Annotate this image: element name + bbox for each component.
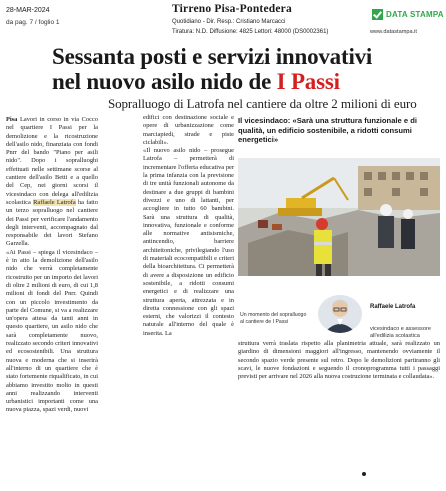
article-headline [52,44,432,94]
portrait-illustration [318,295,362,333]
article-subheadline: Sopralluogo di Latrofa nel cantiere da oltre 2 milioni di euro [108,96,417,111]
vicemayor-portrait [318,295,362,333]
highlighted-name: Raffaele Latrofa [33,198,76,206]
data-stampa-logo [372,9,444,20]
construction-site-photo [238,158,440,276]
checkmark-icon [372,9,383,20]
column-1-text-a: Lavori in corso in via Cocco nel quartiere I Passi per la demolizione e la ricostruzione dell'asilo nido, finanziata con fondi Pnrr del bando "Piano per asili nido". Dopo i sopralluoghi effettuati nelle settimane scorse al cantiere dell'asilo Betti e a quello del Cep, nei giorni scorsi il vicesindaco con delega all'edilizia scolastica [6,116,98,206]
article-column-2 [143,114,234,338]
article-column-3: struttura verrà traslata rispetto alla planimetria attuale, sarà realizzato un giardino di dimensioni maggiori all'ingresso, mantenendo ovviamente il secondo spazio verde presente sul retro. Dopo le demolizioni partiranno gli scavi, le nuove fondazioni e seguendo il cronoprogramma tutti i passaggi previsti per arrivare nel 2026 alla nuova costruzione terminata e collaudata». [238,340,440,381]
column-2-paragraph-1: edifici con destinazione sociale e opere di urbanizzazione come marciapiedi, strade e piste ciclabili». [143,114,234,146]
column-1-paragraph-2: «Ai Passi – spiega il vicesindaco – è in atto la demolizione dell'asilo nido che verrà completamente ricostruito per un importo dei lavori di oltre 2 milioni di euro, di cui 1,8 milioni di fondi del Pnrr. Quindi con un piccolo investimento da parte del Comune, si va a realizzare un'opera attesa da tanti anni in questo quartiere, un asilo nido che sarà completamente nuovo, realizzato secondo criteri innovativi ed ecosostenibili. Una struttura nuova e moderna che si inserirà all'interno di un quartiere che è stato fortemente riqualificato, in cui abbiamo investito molto in questi anni realizzando interventi urbanistici importanti come una nuova piazza, spazi verdi, nuovi [6,248,98,414]
pull-quote-text: «Sarà una struttura funzionale e di qualità, un edificio sostenibile, a ridotti consumi energetici» [238,116,417,145]
headline-line-1: Sessanta posti e servizi innovativi [52,44,373,69]
publication-date: 28-MAR-2024 [6,7,50,14]
logo-text: DATA STAMPA [386,10,444,19]
newspaper-title: Tirreno Pisa-Pontedera [172,3,292,15]
portrait-role: vicesindaco e assessore all'edilizia scolastica [370,326,431,339]
construction-site-illustration [238,158,440,276]
pull-quote-lead: Il vicesindaco: [238,116,291,125]
headline-line-2-text: nel nuovo asilo nido de [52,69,277,94]
headline-line-2 [52,69,432,94]
logo-url: www.datastampa.it [370,29,417,35]
newspaper-meta-circulation: Tiratura: N.D. Diffusione: 4825 Lettori: 48000 (DS0002361) [172,29,329,35]
newspaper-meta-director: Quotidiano - Dir. Resp.: Cristiano Marcacci [172,19,286,25]
pull-quote [238,116,440,145]
headline-accent: I Passi [276,69,340,94]
article-column-1 [6,116,98,415]
column-1-text-b: ha fatto un terzo sopralluogo nel cantiere dei Passi per verificare l'andamento degli interventi, accompagnato dal responsabile dei lavori Stefano Garzella. [6,198,98,248]
column-1-paragraph-1 [6,116,98,249]
article-end-mark [362,472,366,476]
column-2-paragraph-2: «Il nuovo asilo nido – prosegue Latrofa – permetterà di incrementare l'offerta educativa per la prima infanzia con la previsione di tre unità funzionali autonome da destinare a due gruppi di bambini divezzi e uno di lattanti, per accogliere in tutto 60 bambini. Sarà una struttura di qualità, innovativa, funzionale e conforme alle normative antisismiche, antincendio, barriere architettoniche, privilegiando l'uso di materiali ecocompatibili e criteri della bioarchitettura. Ci permetterà di avere a disposizione un edificio sostenibile, a ridotti consumi energetici e di realizzare una struttura aperta, attrezzata e in diretta connessione con gli spazi esterni, che valorizzi il contesto naturale all'interno del quale è inserita. La [143,147,234,337]
portrait-name: Raffaele Latrofa [370,304,416,310]
page-reference: da pag. 7 / foglio 1 [6,19,60,26]
clipping-header [0,0,446,40]
photo-caption: Un momento del sopralluogo al cantiere de I Passi [240,312,307,325]
dateline: Pisa [6,116,18,123]
